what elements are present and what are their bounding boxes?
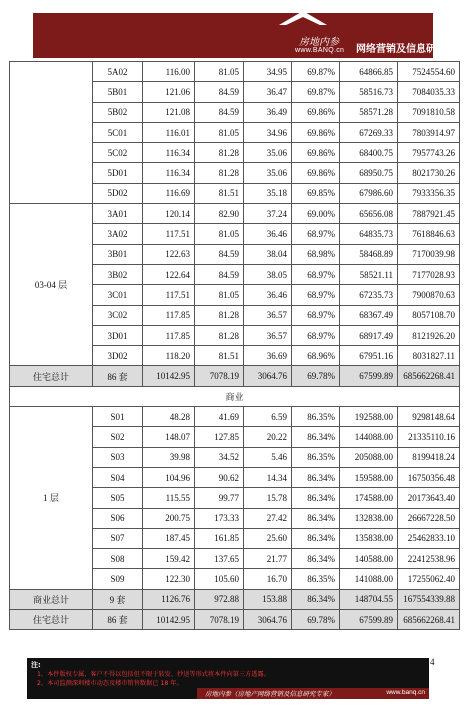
table-cell: 6.59 <box>244 407 292 427</box>
logo-url: www.BANQ.cn <box>295 47 345 54</box>
table-cell: 117.85 <box>143 305 195 325</box>
table-cell: 8031827.11 <box>398 346 460 366</box>
table-cell: 116.34 <box>143 163 195 183</box>
table-cell: 86.34% <box>292 589 340 609</box>
table-cell: 67599.89 <box>340 366 398 386</box>
table-cell: 8057108.70 <box>398 305 460 325</box>
table-row <box>10 204 460 224</box>
table-cell: 8021730.26 <box>398 163 460 183</box>
table-cell: 81.05 <box>195 62 244 82</box>
table-cell: 20.22 <box>244 427 292 447</box>
table-cell: 116.01 <box>143 122 195 142</box>
table-cell: 84.59 <box>195 244 244 264</box>
footer-strip-text: 房地内参（房地产网络营销及信息研究专家） <box>205 690 335 698</box>
table-cell: 35.06 <box>244 143 292 163</box>
table-cell: 205088.00 <box>340 447 398 467</box>
table-cell: S06 <box>93 508 143 528</box>
table-cell: 7078.19 <box>195 610 244 630</box>
table-cell: 86.34% <box>292 508 340 528</box>
table-cell: 15.78 <box>244 488 292 508</box>
table-cell: 58468.89 <box>340 244 398 264</box>
table-cell: 117.51 <box>143 285 195 305</box>
table-cell: 3D02 <box>93 346 143 366</box>
table-cell: 8199418.24 <box>398 447 460 467</box>
table-cell: S07 <box>93 528 143 548</box>
table-cell: 69.86% <box>292 102 340 122</box>
table-cell: 7618846.63 <box>398 224 460 244</box>
table-cell: S08 <box>93 549 143 569</box>
table-cell: 69.86% <box>292 122 340 142</box>
table-cell: 187.45 <box>143 528 195 548</box>
table-cell: 36.46 <box>244 285 292 305</box>
table-cell: 86 套 <box>93 366 143 386</box>
table-cell: 84.59 <box>195 264 244 284</box>
table-cell: 67986.60 <box>340 183 398 203</box>
table-cell: 685662268.41 <box>398 610 460 630</box>
table-cell: 36.69 <box>244 346 292 366</box>
table-cell: 7091810.58 <box>398 102 460 122</box>
table-cell: 68.97% <box>292 325 340 345</box>
table-cell: 69.85% <box>292 183 340 203</box>
table-cell: 5D02 <box>93 183 143 203</box>
table-cell: 3064.76 <box>244 610 292 630</box>
table-cell: 135838.00 <box>340 528 398 548</box>
table-cell: 116.34 <box>143 143 195 163</box>
table-cell: 86.34% <box>292 488 340 508</box>
table-cell: 81.51 <box>195 346 244 366</box>
table-cell: 69.86% <box>292 163 340 183</box>
table-cell: 5C02 <box>93 143 143 163</box>
table-cell: 21335110.16 <box>398 427 460 447</box>
table-cell: 7900870.63 <box>398 285 460 305</box>
table-cell: 22412538.96 <box>398 549 460 569</box>
table-cell: 68367.49 <box>340 305 398 325</box>
table-cell: 86 套 <box>93 610 143 630</box>
table-cell: 3A02 <box>93 224 143 244</box>
table-cell: 36.57 <box>244 325 292 345</box>
table-cell: 10142.95 <box>143 366 195 386</box>
table-cell: 39.98 <box>143 447 195 467</box>
total-row <box>10 589 460 609</box>
table-cell: 69.86% <box>292 143 340 163</box>
table-cell: 86.35% <box>292 447 340 467</box>
table-cell: 68.97% <box>292 224 340 244</box>
table-cell: 3C01 <box>93 285 143 305</box>
table-cell: 58516.73 <box>340 82 398 102</box>
table-cell: 141088.00 <box>340 569 398 589</box>
table-cell: 36.57 <box>244 305 292 325</box>
table-cell: 68.97% <box>292 285 340 305</box>
table-cell: 86.34% <box>292 467 340 487</box>
table-cell: 86.34% <box>292 528 340 548</box>
table-cell: 7803914.97 <box>398 122 460 142</box>
table-cell: 105.60 <box>195 569 244 589</box>
table-cell: 81.05 <box>195 224 244 244</box>
footer-strip-url: www.banq.cn <box>386 689 425 696</box>
table-cell: 3B02 <box>93 264 143 284</box>
table-cell: 25.60 <box>244 528 292 548</box>
table-cell: 122.63 <box>143 244 195 264</box>
table-cell: 16.70 <box>244 569 292 589</box>
table-cell: 1126.76 <box>143 589 195 609</box>
table-cell: 115.55 <box>143 488 195 508</box>
table-cell: 35.06 <box>244 163 292 183</box>
table-cell: 36.47 <box>244 82 292 102</box>
table-row <box>10 407 460 427</box>
table-cell: 38.04 <box>244 244 292 264</box>
note-title: 注: <box>31 661 41 669</box>
table-cell: 69.00% <box>292 204 340 224</box>
table-cell: 14.34 <box>244 467 292 487</box>
table-cell: 34.95 <box>244 62 292 82</box>
table-cell: 7084035.33 <box>398 82 460 102</box>
footer-notes <box>27 658 429 699</box>
table-cell: 5A02 <box>93 62 143 82</box>
table-cell: 81.28 <box>195 325 244 345</box>
table-cell: 5B02 <box>93 102 143 122</box>
table-cell: 9298148.64 <box>398 407 460 427</box>
table-cell: 5D01 <box>93 163 143 183</box>
table-cell: 21.77 <box>244 549 292 569</box>
table-cell: 48.28 <box>143 407 195 427</box>
table-cell: 5.46 <box>244 447 292 467</box>
table-cell: 68.98% <box>292 244 340 264</box>
table-cell: 137.65 <box>195 549 244 569</box>
table-cell: 58571.28 <box>340 102 398 122</box>
table-cell: 3A01 <box>93 204 143 224</box>
table-cell: 132838.00 <box>340 508 398 528</box>
table-cell: S04 <box>93 467 143 487</box>
table-cell: 81.28 <box>195 143 244 163</box>
table-cell: 7957743.26 <box>398 143 460 163</box>
table-cell: 34.96 <box>244 122 292 142</box>
table-cell: 3D01 <box>93 325 143 345</box>
footer-strip <box>197 688 429 699</box>
table-cell: 3C02 <box>93 305 143 325</box>
table-cell: 161.85 <box>195 528 244 548</box>
table-cell: 68.96% <box>292 346 340 366</box>
table-cell: 住宅总计 <box>10 366 93 386</box>
table-cell: 86.34% <box>292 549 340 569</box>
page-number: 4 <box>430 657 435 667</box>
table-cell: 17255062.40 <box>398 569 460 589</box>
table-cell: 81.05 <box>195 122 244 142</box>
table-cell: 148.07 <box>143 427 195 447</box>
table-cell: 81.28 <box>195 163 244 183</box>
table-cell: 67599.89 <box>340 610 398 630</box>
table-cell: 68400.75 <box>340 143 398 163</box>
table-cell: 36.46 <box>244 224 292 244</box>
table-cell: 86.35% <box>292 407 340 427</box>
table-cell: 7177028.93 <box>398 264 460 284</box>
table-cell: 121.06 <box>143 82 195 102</box>
table-cell: 67269.33 <box>340 122 398 142</box>
table-cell: 69.78% <box>292 366 340 386</box>
table-cell: 41.69 <box>195 407 244 427</box>
table-cell: 69.87% <box>292 82 340 102</box>
table-cell: 3B01 <box>93 244 143 264</box>
floor-label: 1 层 <box>10 407 93 590</box>
table-cell: 37.24 <box>244 204 292 224</box>
table-cell: 7078.19 <box>195 366 244 386</box>
house-roof-inner <box>284 17 322 26</box>
table-cell: 64835.73 <box>340 224 398 244</box>
table-cell: 153.88 <box>244 589 292 609</box>
table-cell: 20173643.40 <box>398 488 460 508</box>
table-cell: 685662268.41 <box>398 366 460 386</box>
table-cell: 8121926.20 <box>398 325 460 345</box>
table-row <box>10 62 460 82</box>
table-cell: 99.77 <box>195 488 244 508</box>
table-cell: 120.14 <box>143 204 195 224</box>
table-cell: 144088.00 <box>340 427 398 447</box>
floor-label: 03-04 层 <box>10 204 93 366</box>
table-cell: 86.34% <box>292 427 340 447</box>
table-cell: 159.42 <box>143 549 195 569</box>
total-row <box>10 366 460 386</box>
table-cell: 86.35% <box>292 569 340 589</box>
table-cell: 122.64 <box>143 264 195 284</box>
table-cell: 68.97% <box>292 264 340 284</box>
table-cell: 69.78% <box>292 610 340 630</box>
table-cell: 84.59 <box>195 102 244 122</box>
table-cell: S05 <box>93 488 143 508</box>
table-cell: 10142.95 <box>143 610 195 630</box>
table-cell: 82.90 <box>195 204 244 224</box>
sales-table <box>9 61 460 630</box>
table-cell: 159588.00 <box>340 467 398 487</box>
table-cell: 117.51 <box>143 224 195 244</box>
table-cell: 26667228.50 <box>398 508 460 528</box>
table-cell: 64866.85 <box>340 62 398 82</box>
table-cell: 35.18 <box>244 183 292 203</box>
table-cell: 7524554.60 <box>398 62 460 82</box>
table-cell: 36.49 <box>244 102 292 122</box>
table-cell: 住宅总计 <box>10 610 93 630</box>
table-cell: 16750356.48 <box>398 467 460 487</box>
table-cell: 34.52 <box>195 447 244 467</box>
table-cell: 68.97% <box>292 305 340 325</box>
table-cell: 117.85 <box>143 325 195 345</box>
table-cell: 121.08 <box>143 102 195 122</box>
section-header-row <box>10 386 460 406</box>
table-cell: 84.59 <box>195 82 244 102</box>
table-cell: 38.05 <box>244 264 292 284</box>
table-cell: 27.42 <box>244 508 292 528</box>
table-cell: 192588.00 <box>340 407 398 427</box>
table-cell: 67235.73 <box>340 285 398 305</box>
table-cell: 122.30 <box>143 569 195 589</box>
logo-script: 房地内参 <box>299 37 339 48</box>
table-cell: 127.85 <box>195 427 244 447</box>
table-cell: 58521.11 <box>340 264 398 284</box>
table-cell: 68950.75 <box>340 163 398 183</box>
table-cell: 972.88 <box>195 589 244 609</box>
table-cell: S03 <box>93 447 143 467</box>
table-cell: 90.62 <box>195 467 244 487</box>
table-cell: 167554339.88 <box>398 589 460 609</box>
table-cell: 104.96 <box>143 467 195 487</box>
table-cell: 148704.55 <box>340 589 398 609</box>
brand-slogan: 网络营销及信息研究专家 <box>356 44 466 55</box>
table-cell: 200.75 <box>143 508 195 528</box>
table-cell: 67951.16 <box>340 346 398 366</box>
table-cell: 3064.76 <box>244 366 292 386</box>
table-cell: 7170039.98 <box>398 244 460 264</box>
table-cell: 7933356.35 <box>398 183 460 203</box>
table-cell: 65656.08 <box>340 204 398 224</box>
header-banner <box>33 13 466 58</box>
table-cell: 商业总计 <box>10 589 93 609</box>
table-cell: S09 <box>93 569 143 589</box>
table-cell: 116.00 <box>143 62 195 82</box>
table-cell: 25462833.10 <box>398 528 460 548</box>
floor-label <box>10 62 93 204</box>
table-cell: 116.69 <box>143 183 195 203</box>
table-cell: 81.51 <box>195 183 244 203</box>
table-cell: 81.05 <box>195 285 244 305</box>
table-cell: 118.20 <box>143 346 195 366</box>
table-cell: S02 <box>93 427 143 447</box>
table-cell: 68917.49 <box>340 325 398 345</box>
table-cell: 5B01 <box>93 82 143 102</box>
table-cell: 140588.00 <box>340 549 398 569</box>
note-2: 2、本司监测深圳楼市动态及楼市销售数据已 18 年。 <box>37 680 183 687</box>
table-cell: 9 套 <box>93 589 143 609</box>
table-cell: 5C01 <box>93 122 143 142</box>
table-cell: 81.28 <box>195 305 244 325</box>
table-cell: 7887921.45 <box>398 204 460 224</box>
section-title: 商业 <box>10 386 460 406</box>
table-cell: S01 <box>93 407 143 427</box>
total-row <box>10 610 460 630</box>
table-cell: 69.87% <box>292 62 340 82</box>
note-1: 1、本件版权专属，客户不得以包括但不限于转发、抄送等形式将本件向第三方透露。 <box>37 671 270 678</box>
table-cell: 173.33 <box>195 508 244 528</box>
table-cell: 174588.00 <box>340 488 398 508</box>
